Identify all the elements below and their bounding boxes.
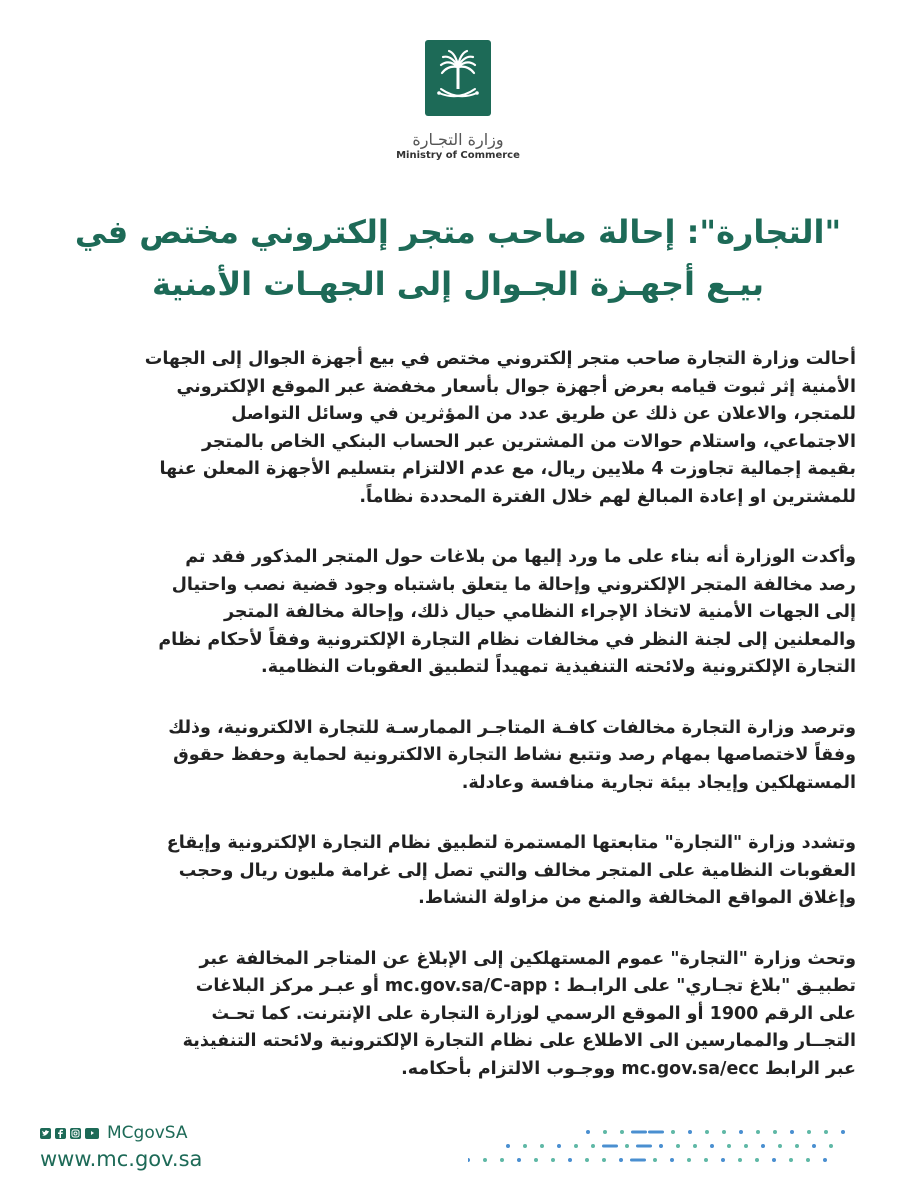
decor-dot bbox=[806, 1158, 810, 1162]
decor-dash bbox=[630, 1159, 646, 1162]
body-line: للمشترين او إعادة المبالغ لهم خلال الفترة المحددة نظاماً. bbox=[359, 486, 856, 507]
decor-dot bbox=[693, 1144, 697, 1148]
decor-dot bbox=[688, 1130, 692, 1134]
body-line: الاجتماعي، واستلام حوالات من المشترين عبر الحساب البنكي الخاص بالمتجر bbox=[201, 431, 856, 452]
decor-dot bbox=[591, 1144, 595, 1148]
social-links bbox=[40, 1123, 202, 1143]
decor-dot bbox=[756, 1130, 760, 1134]
headline bbox=[60, 206, 856, 310]
decor-dot bbox=[755, 1158, 759, 1162]
decor-dot bbox=[829, 1144, 833, 1148]
decor-dot bbox=[738, 1158, 742, 1162]
decor-dot bbox=[620, 1130, 624, 1134]
decor-dot bbox=[506, 1144, 510, 1148]
decor-dot bbox=[710, 1144, 714, 1148]
instagram-icon[interactable] bbox=[70, 1128, 81, 1139]
body-line: الأمنية إثر ثبوت قيامه بعرض أجهزة جوال بأسعار مخفضة عبر الموقع الإلكتروني bbox=[176, 376, 856, 397]
body-line: التجارة الإلكترونية ولائحته التنفيذية تمهيداً لتطبيق العقوبات النظامية. bbox=[261, 657, 856, 677]
decor-dot bbox=[534, 1158, 538, 1162]
body-line: وتحث وزارة "التجارة" عموم المستهلكين إلى الإبلاغ عن المتاجر المخالفة عبر bbox=[199, 948, 856, 969]
ministry-name-arabic: وزارة التجـارة bbox=[412, 130, 504, 149]
twitter-icon[interactable] bbox=[40, 1128, 51, 1139]
decor-dot bbox=[500, 1158, 504, 1162]
decor-dash bbox=[648, 1131, 664, 1134]
headline-line-2: بيـع أجهـزة الجـوال إلى الجهـات الأمنية bbox=[151, 265, 765, 303]
body-line: وأكدت الوزارة أنه بناء على ما ورد إليها من بلاغات حول المتجر المذكور فقد تم bbox=[185, 547, 856, 567]
body-line: التجــار والممارسين الى الاطلاع على نظام التجارة الإلكترونية ولائحته التنفيذية bbox=[182, 1031, 856, 1051]
body-line: رصد مخالفة المتجر الإلكتروني وإحالة ما يتعلق باشتباه وجود قضية نصب واحتيال bbox=[171, 574, 856, 595]
body-line: وتشدد وزارة "التجارة" متابعتها المستمرة لتطبيق نظام التجارة الإلكترونية وإيقاع bbox=[166, 833, 856, 853]
decor-dot bbox=[790, 1130, 794, 1134]
decor-dot bbox=[568, 1158, 572, 1162]
decor-dot bbox=[795, 1144, 799, 1148]
decor-dot bbox=[625, 1144, 629, 1148]
decor-dot bbox=[687, 1158, 691, 1162]
youtube-icon[interactable] bbox=[85, 1128, 99, 1139]
decor-dot bbox=[823, 1158, 827, 1162]
body-line: والمعلنين إلى لجنة النظر في مخالفات نظام التجارة الإلكترونية وفقاً لأحكام نظام bbox=[158, 629, 856, 650]
decor-dot bbox=[671, 1130, 675, 1134]
decor-dot bbox=[744, 1144, 748, 1148]
decor-dot bbox=[602, 1158, 606, 1162]
headline-line-1: "التجارة": إحالة صاحب متجر إلكتروني مختص في bbox=[74, 213, 842, 251]
article-body bbox=[56, 346, 856, 1116]
decor-dot bbox=[824, 1130, 828, 1134]
decor-dot bbox=[517, 1158, 521, 1162]
decor-dot bbox=[739, 1130, 743, 1134]
decor-dot bbox=[557, 1144, 561, 1148]
body-paragraph bbox=[56, 544, 856, 682]
decor-dot bbox=[483, 1158, 487, 1162]
body-line: إلى الجهات الأمنية لاتخاذ الإجراء النظامي حيال ذلك، وإحالة مخالفة المتجر bbox=[224, 602, 856, 622]
decor-dot bbox=[772, 1158, 776, 1162]
decor-dot bbox=[778, 1144, 782, 1148]
decor-dot bbox=[603, 1130, 607, 1134]
body-line: وفقاً لاختصاصها بمهام رصد وتتبع نشاط التجارة الالكترونية لحماية وحفظ حقوق bbox=[173, 745, 856, 765]
body-line: المستهلكين وإيجاد بيئة تجارية منافسة وعادلة. bbox=[461, 772, 856, 793]
website-link[interactable]: www.mc.gov.sa bbox=[40, 1147, 203, 1171]
social-handle[interactable]: MCgovSA bbox=[107, 1123, 188, 1143]
decor-dot bbox=[574, 1144, 578, 1148]
body-line: للمتجر، والاعلان عن ذلك عن طريق عدد من المؤثرين في وسائل التواصل bbox=[231, 404, 856, 424]
decor-dot bbox=[807, 1130, 811, 1134]
body-line: تطبيـق "بلاغ تجـاري" على الرابـط : mc.gov.sa/C-app أو عبـر مركز البلاغات bbox=[195, 976, 856, 996]
decor-dot bbox=[619, 1158, 623, 1162]
decor-dot bbox=[704, 1158, 708, 1162]
decor-dot bbox=[722, 1130, 726, 1134]
decor-dot bbox=[789, 1158, 793, 1162]
body-line: عبر الرابط mc.gov.sa/ecc ووجـوب الالتزام بأحكامه. bbox=[401, 1058, 856, 1079]
decor-dot bbox=[773, 1130, 777, 1134]
decor-dot bbox=[659, 1144, 663, 1148]
footer-contact bbox=[40, 1123, 202, 1171]
decor-dot bbox=[468, 1158, 470, 1162]
decor-dot bbox=[727, 1144, 731, 1148]
decor-dot bbox=[761, 1144, 765, 1148]
ministry-name-english: Ministry of Commerce bbox=[396, 150, 520, 161]
body-line: على الرقم 1900 أو الموقع الرسمي لوزارة التجارة على الإنترنت. كما تحـث bbox=[211, 1003, 856, 1024]
decor-dot bbox=[551, 1158, 555, 1162]
decor-dash bbox=[636, 1145, 652, 1148]
body-line: وإغلاق المواقع المخالفة والمنع من مزاولة النشاط. bbox=[418, 888, 856, 908]
body-paragraph bbox=[56, 830, 856, 913]
body-line: بقيمة إجمالية تجاوزت 4 ملايين ريال، مع عدم الالتزام بتسليم الأجهزة المعلن عنها bbox=[159, 459, 856, 479]
body-line: وترصد وزارة التجارة مخالفات كافـة المتاجـر الممارسـة للتجارة الالكترونية، وذلك bbox=[168, 717, 856, 738]
decor-dash bbox=[631, 1131, 647, 1134]
decor-dash bbox=[602, 1145, 618, 1148]
decor-dot bbox=[586, 1130, 590, 1134]
body-paragraph bbox=[56, 346, 856, 511]
saudi-emblem-icon bbox=[425, 40, 491, 116]
decor-dot bbox=[721, 1158, 725, 1162]
decorative-dots bbox=[468, 1124, 878, 1168]
ministry-logo bbox=[0, 40, 916, 161]
decor-dot bbox=[523, 1144, 527, 1148]
decor-dot bbox=[653, 1158, 657, 1162]
decor-dot bbox=[585, 1158, 589, 1162]
body-paragraph bbox=[56, 946, 856, 1084]
decor-dot bbox=[670, 1158, 674, 1162]
decor-dot bbox=[676, 1144, 680, 1148]
decor-dot bbox=[540, 1144, 544, 1148]
body-line: أحالت وزارة التجارة صاحب متجر إلكتروني مختص في بيع أجهزة الجوال إلى الجهات bbox=[144, 349, 856, 369]
decor-dot bbox=[705, 1130, 709, 1134]
body-line: العقوبات النظامية على المتجر مخالف والتي تصل إلى غرامة مليون ريال وحجب bbox=[178, 860, 856, 881]
decor-dot bbox=[812, 1144, 816, 1148]
body-paragraph bbox=[56, 715, 856, 798]
facebook-icon[interactable] bbox=[55, 1128, 66, 1139]
decor-dot bbox=[841, 1130, 845, 1134]
